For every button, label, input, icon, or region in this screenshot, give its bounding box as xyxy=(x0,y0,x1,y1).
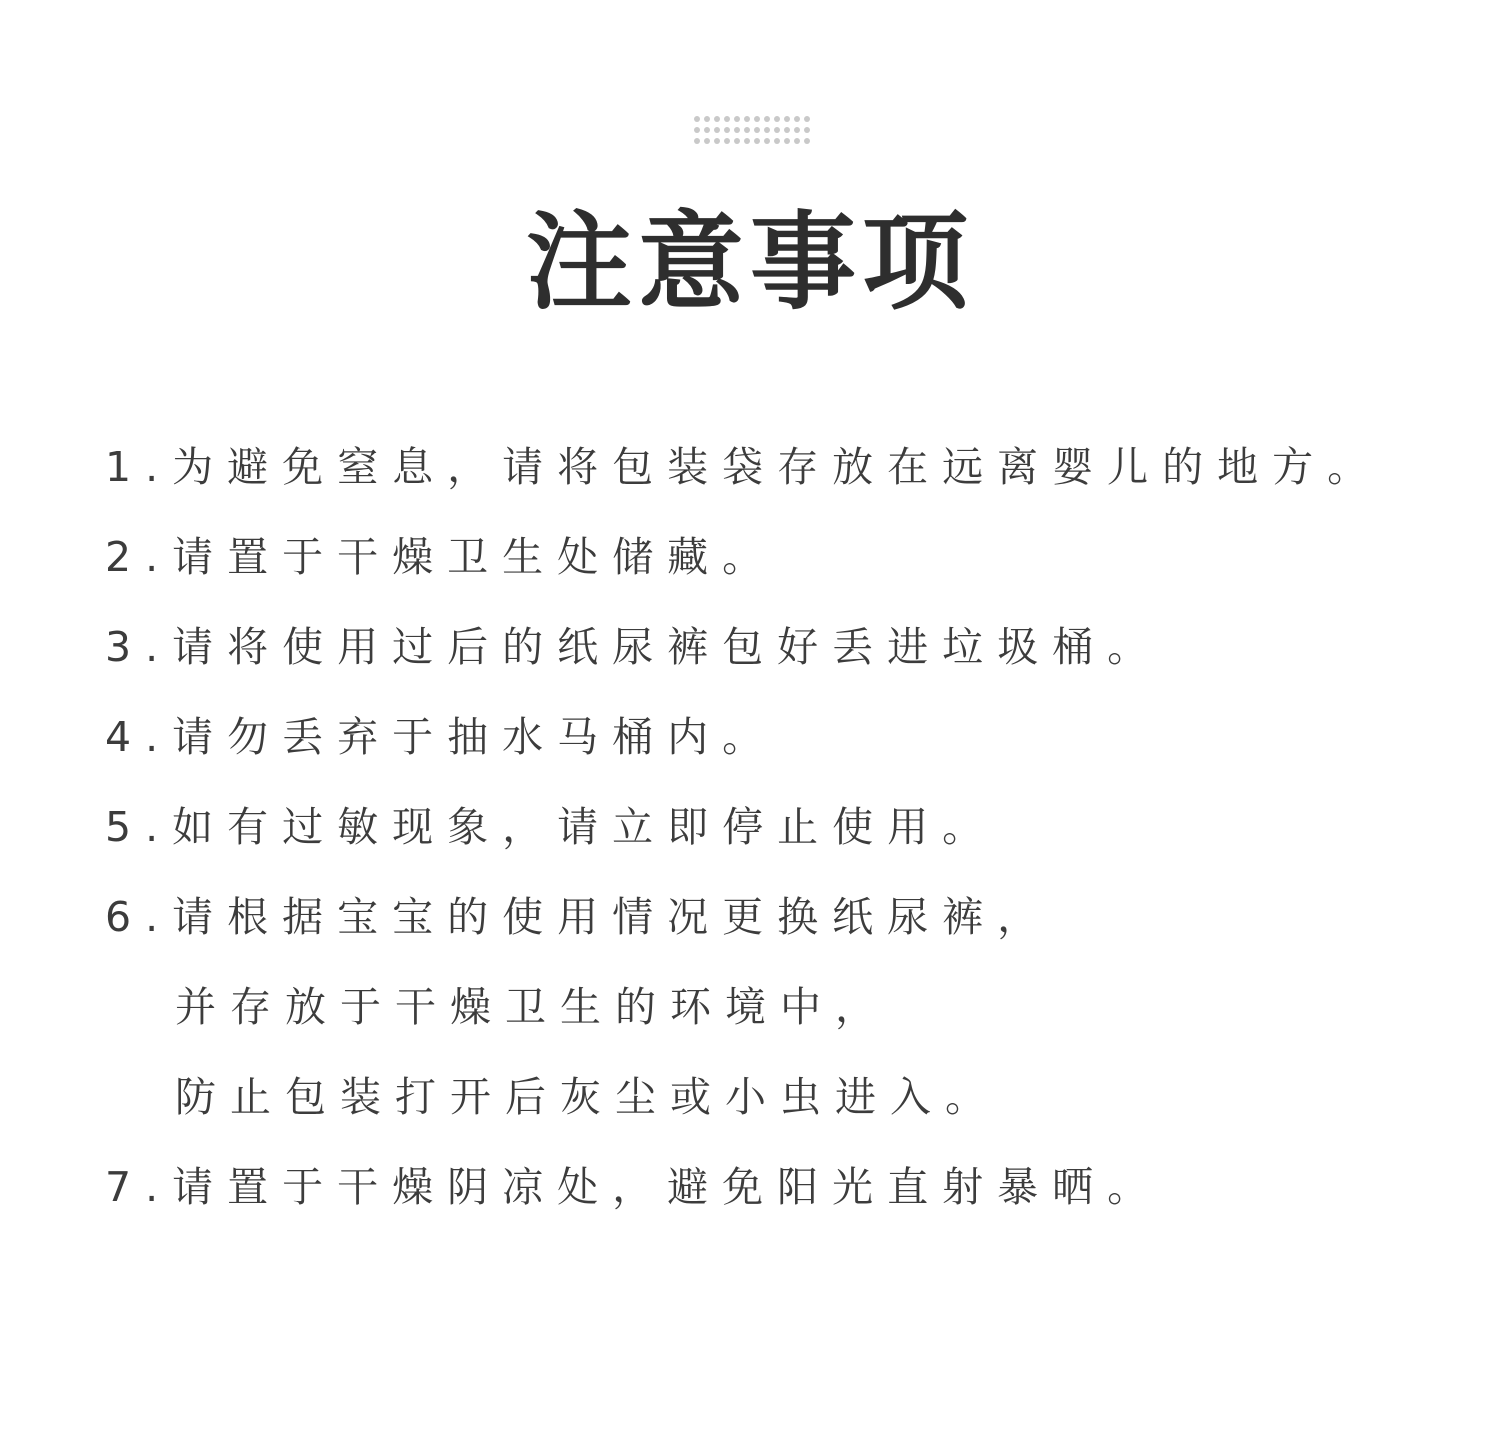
dot-icon xyxy=(734,127,740,133)
dot-icon xyxy=(704,138,710,144)
page-title: 注意事项 xyxy=(526,201,974,324)
note-item-6-continued: 防止包装打开后灰尘或小虫进入。 xyxy=(175,1073,1000,1121)
dot-icon xyxy=(744,127,750,133)
note-item-1: 1.为避免窒息，请将包装袋存放在远离婴儿的地方。 xyxy=(105,443,1383,491)
dot-icon xyxy=(694,127,700,133)
dot-icon xyxy=(724,138,730,144)
dot-icon xyxy=(794,138,800,144)
dot-icon xyxy=(764,138,770,144)
dot-icon xyxy=(754,116,760,122)
dot-icon xyxy=(694,116,700,122)
dot-icon xyxy=(804,116,810,122)
note-item-5: 5.如有过敏现象，请立即停止使用。 xyxy=(105,803,998,851)
dot-icon xyxy=(704,116,710,122)
note-item-7: 7.请置于干燥阴凉处，避免阳光直射暴晒。 xyxy=(105,1163,1163,1211)
dot-icon xyxy=(774,116,780,122)
dot-icon xyxy=(744,116,750,122)
note-item-6: 6.请根据宝宝的使用情况更换纸尿裤， xyxy=(105,893,1053,941)
dot-icon xyxy=(724,127,730,133)
dot-icon xyxy=(784,138,790,144)
dot-icon xyxy=(694,138,700,144)
note-item-4: 4.请勿丢弃于抽水马桶内。 xyxy=(105,713,778,761)
dot-icon xyxy=(794,116,800,122)
dot-icon xyxy=(774,127,780,133)
note-item-2: 2.请置于干燥卫生处储藏。 xyxy=(105,533,778,581)
dot-icon xyxy=(804,127,810,133)
dot-icon xyxy=(764,127,770,133)
notes-list xyxy=(105,422,1485,1232)
dot-icon xyxy=(754,127,760,133)
dot-icon xyxy=(714,116,720,122)
note-item-6-continued: 并存放于干燥卫生的环境中， xyxy=(175,983,890,1031)
dot-icon xyxy=(704,127,710,133)
dot-icon xyxy=(734,138,740,144)
dot-icon xyxy=(714,138,720,144)
dot-icon xyxy=(744,138,750,144)
dot-icon xyxy=(734,116,740,122)
dot-grid-icon xyxy=(692,114,812,146)
dot-icon xyxy=(714,127,720,133)
dot-icon xyxy=(774,138,780,144)
dot-icon xyxy=(804,138,810,144)
dot-icon xyxy=(794,127,800,133)
dot-icon xyxy=(754,138,760,144)
note-item-3: 3.请将使用过后的纸尿裤包好丢进垃圾桶。 xyxy=(105,623,1163,671)
dot-icon xyxy=(724,116,730,122)
dot-icon xyxy=(784,127,790,133)
dot-icon xyxy=(764,116,770,122)
dot-icon xyxy=(784,116,790,122)
